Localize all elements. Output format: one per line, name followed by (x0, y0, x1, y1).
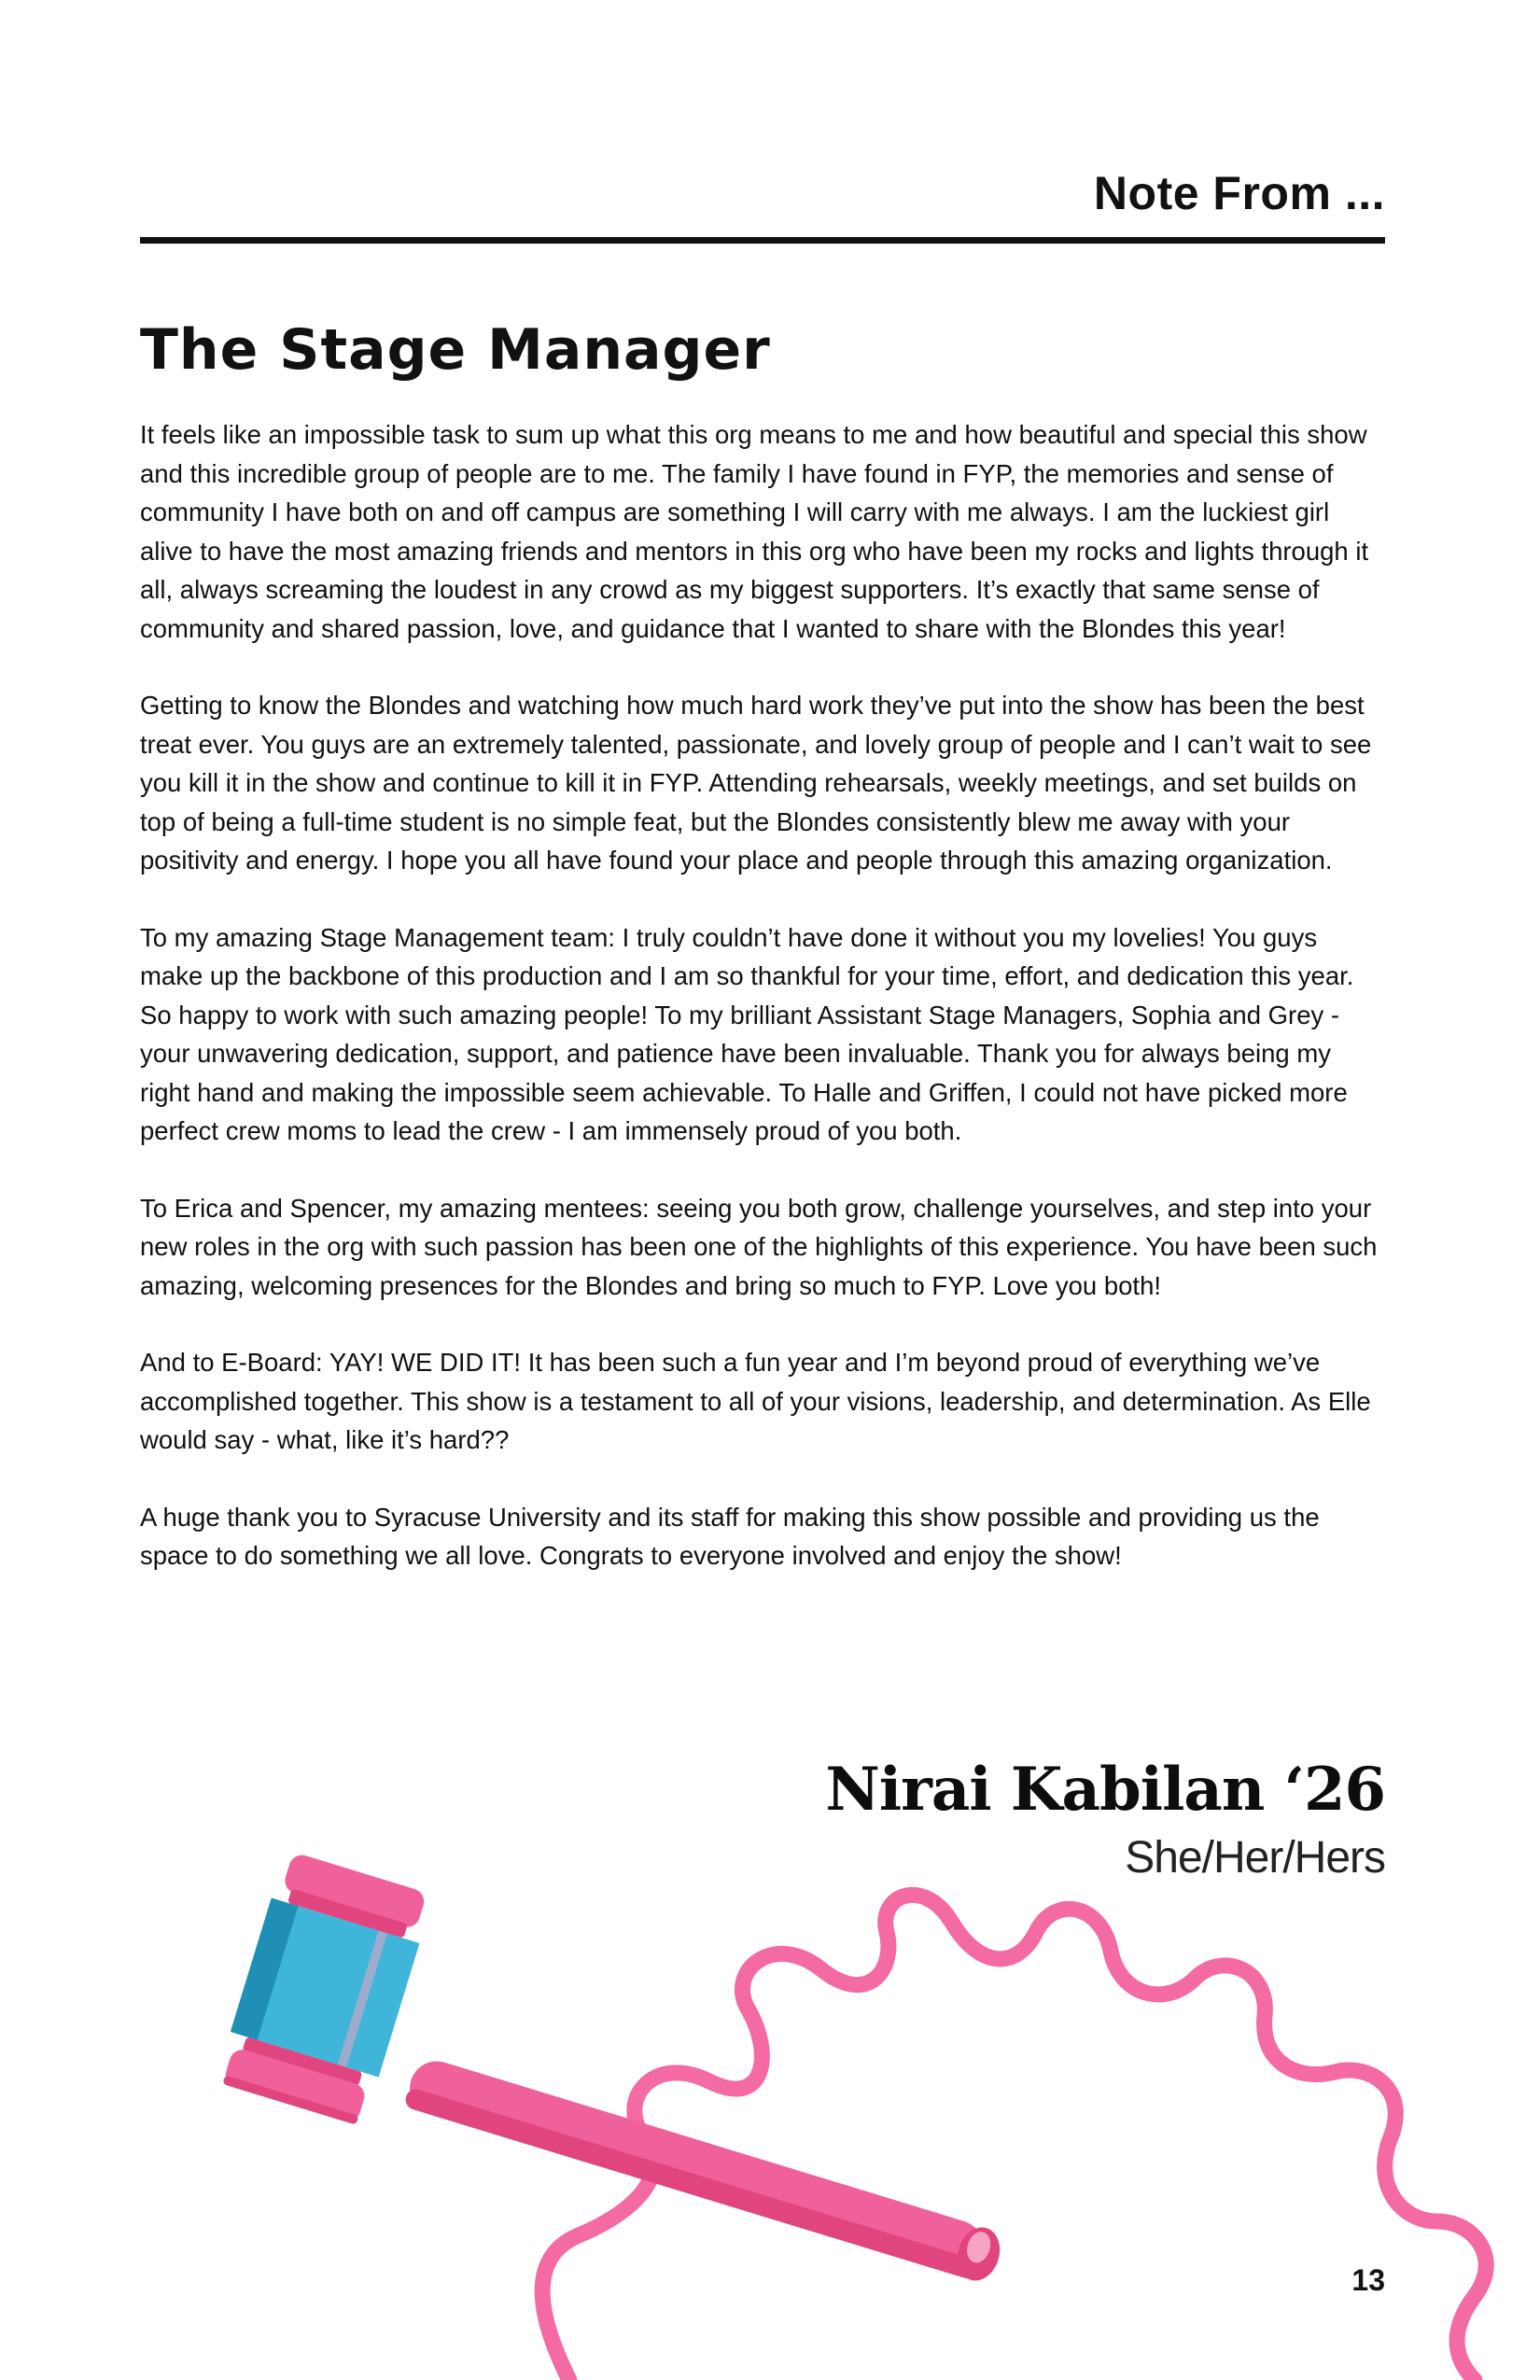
paragraph: Getting to know the Blondes and watching how much hard work they’ve put into the show has been the best treat ever. You guys are an extremely talented, passionate, and lovely group of people and I can’t wait to see you kill it in the show and continue to kill it in FYP. Attending rehearsals, weekly meetings, and set builds on top of being a full-time student is no simple feat, but the Blondes consistently blew me away with your positivity and energy. I hope you all have found your place and people through this amazing organization. (140, 691, 1372, 875)
paragraph: It feels like an impossible task to sum up what this org means to me and how beautiful and special this show and this incredible group of people are to me. The family I have found in FYP, the memories and sense of community I have both on and off campus are something I will carry with me always. I am the luckiest girl alive to have the most amazing friends and mentors in this org who have been my rocks and lights through it all, always screaming the loudest in any crowd as my biggest supporters. It’s exactly that same sense of community and shared passion, love, and guidance that I wanted to share with the Blondes this year! (140, 420, 1369, 643)
signature-pronouns: She/Her/Hers (1125, 1833, 1385, 1883)
gavel-illustration (0, 1848, 1540, 2380)
paragraph: A huge thank you to Syracuse University and its staff for making this show possible and providing us the space to do something we all love. Congrats to everyone involved and enjoy the show! (140, 1502, 1320, 1570)
signature-name: Nirai Kabilan ‘26 (825, 1755, 1385, 1825)
header-rule (140, 237, 1385, 244)
page-number: 13 (1351, 2263, 1385, 2297)
header-label: Note From ... (1093, 167, 1385, 219)
page-title: The Stage Manager (140, 317, 771, 383)
paragraph: And to E-Board: YAY! WE DID IT! It has been such a fun year and I’m beyond proud of everything we’ve accomplished together. This show is a testament to all of your visions, leadership, and determination. As Elle would say - what, like it’s hard?? (140, 1348, 1371, 1454)
note-body (140, 415, 1385, 1614)
paragraph: To Erica and Spencer, my amazing mentees: seeing you both grow, challenge yourselves, and step into your new roles in the org with such passion has been one of the highlights of this experience. You have been such amazing, welcoming presences for the Blondes and bring so much to FYP. Love you both! (140, 1193, 1378, 1300)
gavel-handle (403, 2054, 1006, 2286)
paragraph: To my amazing Stage Management team: I truly couldn’t have done it without you my lovelies! You guys make up the backbone of this production and I am so thankful for your time, effort, and dedication this year. So happy to work with such amazing people! To my brilliant Assistant Stage Managers, Sophia and Grey - your unwavering dedication, support, and patience have been invaluable. Thank you for always being my right hand and making the impossible seem achievable. To Halle and Griffen, I could not have picked more perfect crew moms to lead the crew - I am immensely proud of you both. (140, 922, 1354, 1145)
gavel-head (216, 1850, 435, 2127)
